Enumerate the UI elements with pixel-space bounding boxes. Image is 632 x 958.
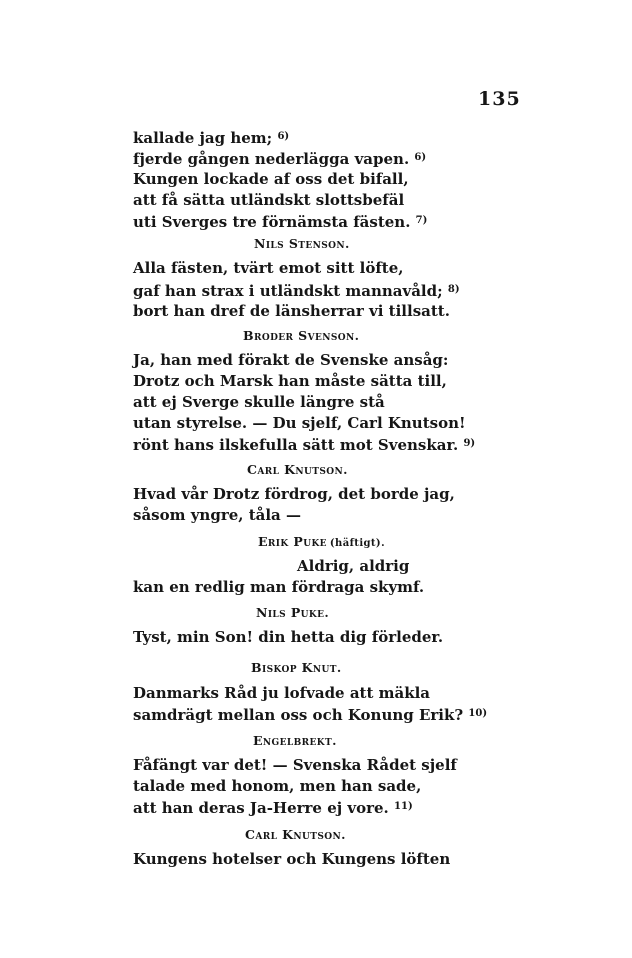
verse-line: rönt hans ilskefulla sätt mot Svenskar. $^{9)}$ [133, 436, 476, 454]
speaker-name: Nils Puke. [256, 605, 330, 620]
verse-line: Fåfängt var det! — Svenska Rådet sjelf [133, 756, 457, 774]
verse-line: Alla fästen, tvärt emot sitt löfte, [133, 259, 404, 277]
verse-line: Drotz och Marsk han måste sätta till, [133, 372, 447, 390]
verse-line: att få sätta utländskt slottsbefäl [133, 191, 405, 209]
verse-line: gaf han strax i utländskt mannavåld; $^{8)}$ [133, 282, 460, 300]
speaker-name: Broder Svenson. [243, 328, 360, 343]
page-number: 135 [478, 88, 521, 110]
footnote-ref: 6) [414, 152, 427, 163]
speaker-name: Nils Stenson. [254, 236, 350, 251]
verse-line: samdrägt mellan oss och Konung Erik? $^{10)}$ [133, 706, 488, 724]
footnote-ref: 11) [394, 801, 413, 812]
footnote-ref: 8) [447, 284, 460, 295]
verse-line: kallade jag hem; $^{6)}$ [133, 129, 290, 147]
speaker-name: Biskop Knut. [251, 660, 342, 675]
speaker-name: Erik Puke (häftigt). [258, 534, 385, 549]
verse-line: uti Sverges tre förnämsta fästen. $^{7)}$ [133, 213, 428, 231]
verse-line: utan styrelse. — Du sjelf, Carl Knutson! [133, 414, 466, 432]
speaker-name: Engelbrekt. [253, 733, 337, 748]
verse-line: talade med honom, men han sade, [133, 777, 422, 795]
footnote-ref: 10) [468, 708, 488, 719]
verse-line: Ja, han med förakt de Svenske ansåg: [133, 351, 449, 369]
verse-line: Hvad vår Drotz fördrog, det borde jag, [133, 485, 455, 503]
verse-line: att ej Sverge skulle längre stå [133, 393, 385, 411]
verse-line: Danmarks Råd ju lofvade att mäkla [133, 684, 431, 702]
verse-line: Aldrig, aldrig [297, 557, 410, 575]
verse-line: bort han dref de länsherrar vi tillsatt. [133, 302, 450, 320]
verse-line: fjerde gången nederlägga vapen. $^{6)}$ [133, 150, 427, 168]
footnote-ref: 9) [463, 438, 476, 449]
verse-line: Kungen lockade af oss det bifall, [133, 170, 409, 188]
verse-line: Kungens hotelser och Kungens löften [133, 850, 451, 868]
verse-line: att han deras Ja-Herre ej vore. $^{11)}$ [133, 799, 413, 817]
speaker-name: Carl Knutson. [247, 462, 348, 477]
footnote-ref: 7) [415, 215, 428, 226]
stage-direction: (häftigt). [329, 538, 385, 549]
verse-line: såsom yngre, tåla — [133, 506, 301, 524]
verse-line: Tyst, min Son! din hetta dig förleder. [133, 628, 444, 646]
verse-line: kan en redlig man fördraga skymf. [133, 578, 425, 596]
speaker-name: Carl Knutson. [245, 827, 346, 842]
footnote-ref: 6) [277, 131, 290, 142]
